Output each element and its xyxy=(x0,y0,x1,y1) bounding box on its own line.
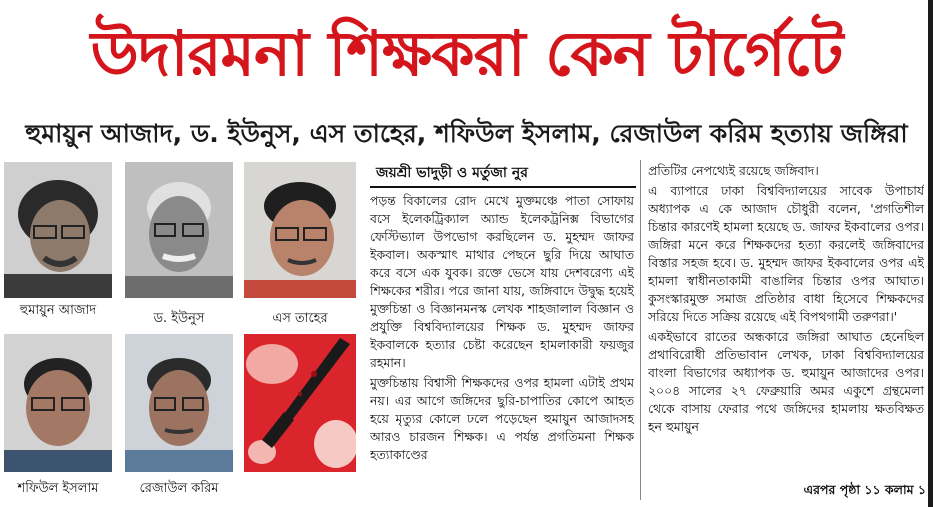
portrait-photo-icon xyxy=(4,334,112,472)
article-column-1 xyxy=(370,192,634,502)
portrait-photo-icon xyxy=(244,162,356,298)
photo-caption: ড. ইউনুস xyxy=(153,311,205,326)
photo-humayun-azad xyxy=(4,162,112,298)
photo-dr-yunus xyxy=(125,162,233,298)
article-column-2 xyxy=(648,162,924,480)
paragraph: একইভাবে রাতের অন্ধকারে জঙ্গিরা আঘাত হেনেছিল প্রথাবিরোধী প্রতিভাবান লেখক, ঢাকা বিশ্ববিদ্যালয়ের বাংলা বিভাগের অধ্যাপক ড. হুমায়ুন আজাদের ওপর। ২০০৪ সালের ২৭ ফেব্রুয়ারি অমর একুশে গ্রন্থমেলা থেকে বাসায় ফেরার পথে জঙ্গিদের হামলায় ক্ষতবিক্ষত হন হুমায়ুন xyxy=(648,329,924,434)
continued-on-page: এরপর পৃষ্ঠা ১১ কলাম ১ xyxy=(803,482,926,497)
subheadline: হুমায়ুন আজাদ, ড. ইউনুস, এস তাহের, শফিউল ইসলাম, রেজাউল করিম হত্যায় জঙ্গিরা xyxy=(25,119,908,148)
photo-caption: শফিউল ইসলাম xyxy=(17,481,99,496)
bloody-knife-illustration-icon xyxy=(244,334,356,472)
paragraph: প্রতিটির নেপথ্যেই রয়েছে জঙ্গিবাদ। xyxy=(648,163,819,178)
paragraph: মুক্তচিন্তায় বিশ্বাসী শিক্ষকদের ওপর হামলা এটাই প্রথম নয়। এর আগে জঙ্গিদের ছুরি-চাপাতির কোপে আহত হয়ে মৃত্যুর কোলে ঢলে পড়েছেন হুমায়ুন আজাদসহ আরও চারজন শিক্ষক। এ পর্যন্ত প্রগতিমনা শিক্ষক হত্যাকাণ্ডের xyxy=(370,375,634,462)
portrait-photo-icon xyxy=(125,334,233,472)
paragraph: এ ব্যাপারে ঢাকা বিশ্ববিদ্যালয়ের সাবেক উপাচার্য অধ্যাপক এ কে আজাদ চৌধুরী বলেন, 'প্রগতিশীল চিন্তার কারণেই হামলা হয়েছে ড. জাফর ইকবালের ওপর। জঙ্গিরা মনে করে শিক্ষকদের হত্যা করলেই জঙ্গিবাদের বিস্তার সহজ হবে। ড. মুহম্মদ জাফর ইকবালের ওপর এই হামলা স্বাধীনতাকামী বাঙালির চিন্তার ওপর আঘাত। কুসংস্কারমুক্ত সমাজ প্রতিষ্ঠার বাধা হিসেবে শিক্ষকদের সরিয়ে দিতে সক্রিয় রয়েছে এই বিপথগামী তরুণরা।' xyxy=(648,183,924,324)
photo-caption: রেজাউল করিম xyxy=(139,481,219,496)
photo-s-taher xyxy=(244,162,356,298)
photo-caption: এস তাহের xyxy=(272,311,328,326)
portrait-photo-icon xyxy=(4,162,112,298)
page-edge xyxy=(928,0,933,507)
knife-illustration xyxy=(244,334,356,472)
column-divider xyxy=(640,160,641,500)
byline-divider xyxy=(370,186,636,188)
photo-rezaul-karim xyxy=(125,334,233,472)
photo-caption: হুমায়ুন আজাদ xyxy=(19,303,97,318)
headline: উদারমনা শিক্ষকরা কেন টার্গেটে xyxy=(90,17,843,90)
byline: জয়শ্রী ভাদুড়ী ও মর্তুজা নুর xyxy=(376,165,528,181)
portrait-photo-icon xyxy=(125,162,233,298)
photo-shafiul-islam xyxy=(4,334,112,472)
paragraph: পড়ন্ত বিকালের রোদ মেখে মুক্তমঞ্চে পাতা সোফায় বসে ইলেকট্রিক্যাল অ্যান্ড ইলেকট্রনিক্স বিভাগের ফেস্টিভ্যাল উপভোগ করছিলেন ড. মুহম্মদ জাফর ইকবাল। অকস্মাৎ মাথার পেছনে ছুরি দিয়ে আঘাত করে বসে এক যুবক। রক্তে ভেসে যায় দেশবরেণ্য এই শিক্ষকের শরীর। পরে জানা যায়, জঙ্গিবাদে উদ্বুদ্ধ হয়েই মুক্তচিন্তা ও বিজ্ঞানমনস্ক লেখক শাহজালাল বিজ্ঞান ও প্রযুক্তি বিশ্ববিদ্যালয়ের শিক্ষক ড. মুহম্মদ জাফর ইকবালকে হত্যার চেষ্টা করেছেন হামলাকারী ফয়জুর রহমান। xyxy=(370,193,634,370)
